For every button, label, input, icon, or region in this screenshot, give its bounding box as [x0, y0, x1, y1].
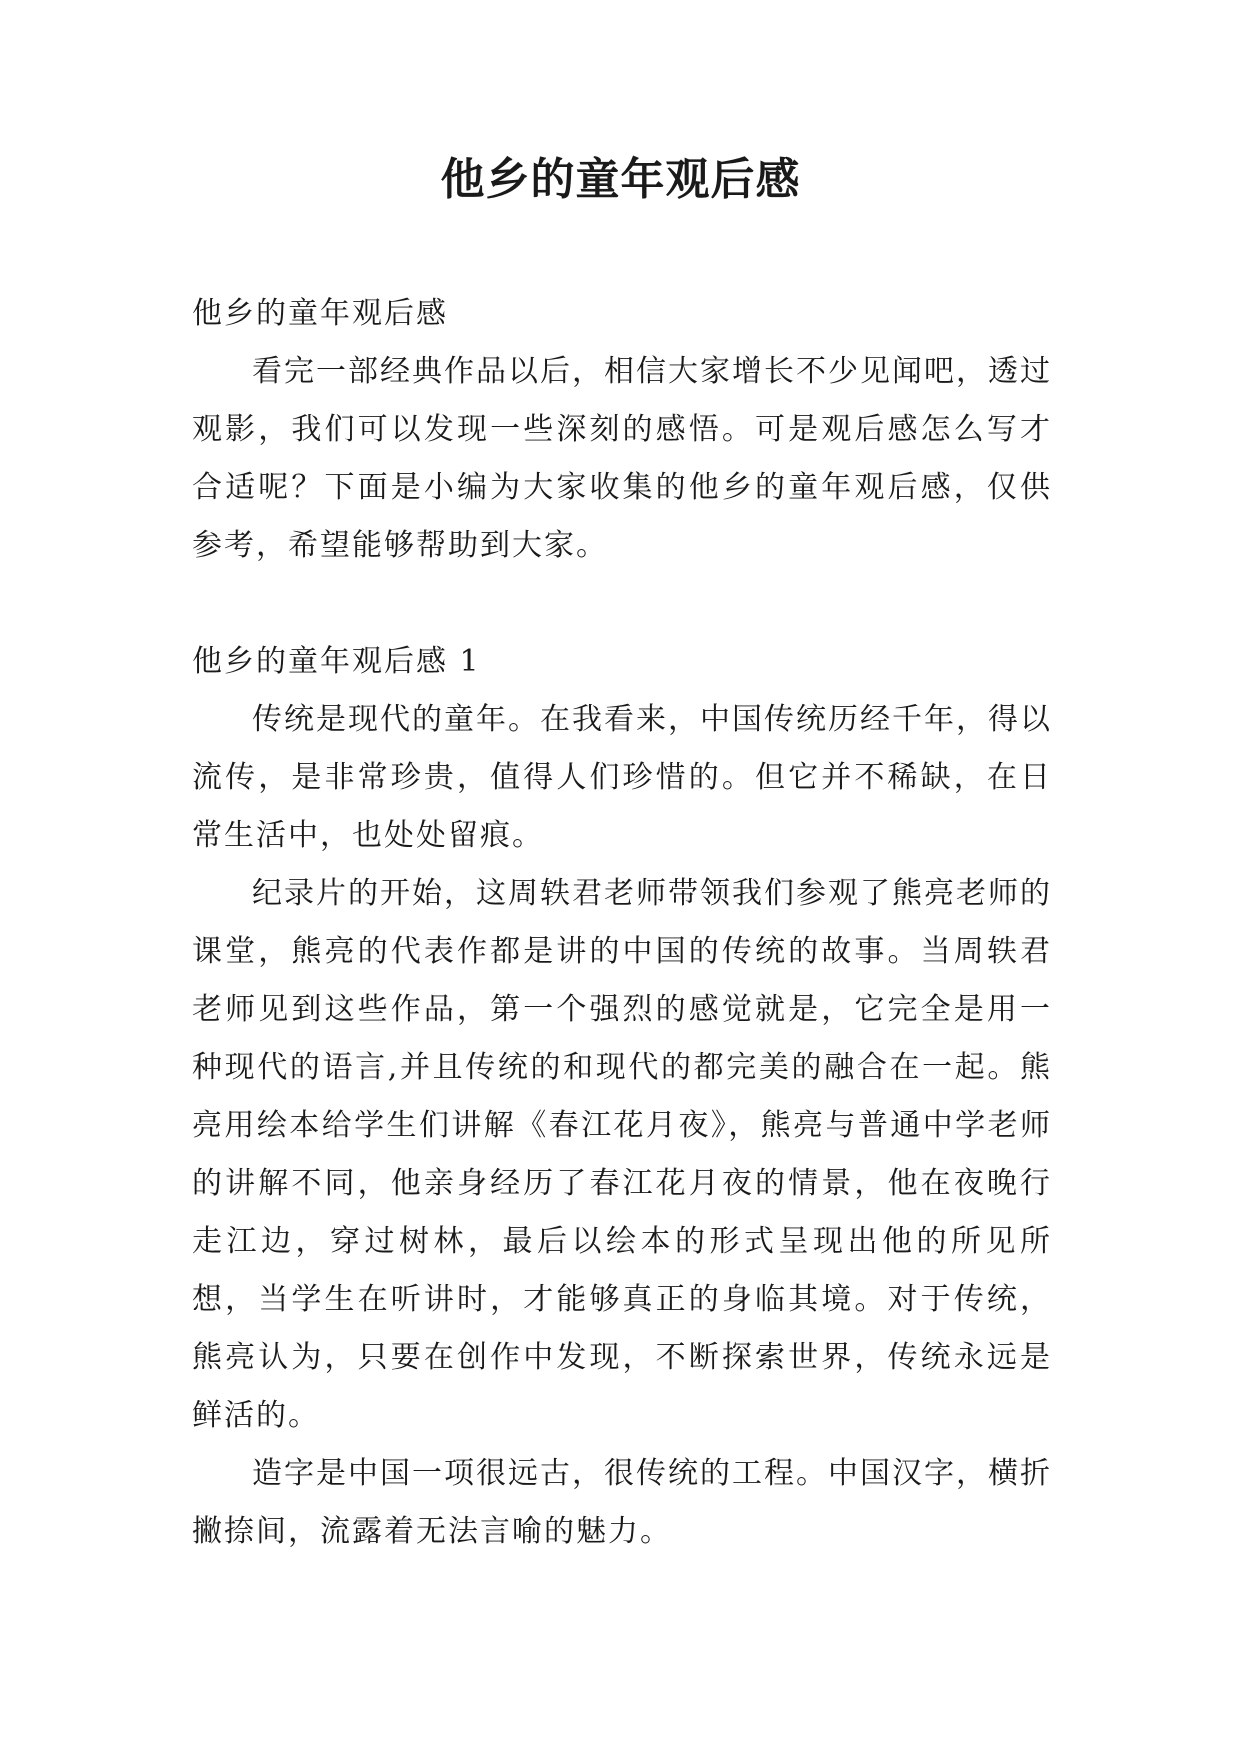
section-spacer [192, 575, 1052, 633]
section-1-heading: 他乡的童年观后感 1 [192, 644, 481, 679]
document-title: 他乡的童年观后感 [440, 154, 801, 205]
intro-heading: 他乡的童年观后感 [192, 296, 448, 331]
section-1-paragraph: 造字是中国一项很远古，很传统的工程。中国汉字，横折撇捺间，流露着无法言喻的魅力。 [192, 1456, 1052, 1549]
section-1-paragraph: 纪录片的开始，这周轶君老师带领我们参观了熊亮老师的课堂，熊亮的代表作都是讲的中国的传统的故事。当周轶君老师见到这些作品，第一个强烈的感觉就是，它完全是用一种现代的语言,并且传统的和现代的都完美的融合在一起。熊亮用绘本给学生们讲解《春江花月夜》，熊亮与普通中学老师的讲解不同，他亲身经历了春江花月夜的情景，他在夜晚行走江边，穿过树林，最后以绘本的形式呈现出他的所见所想，当学生在听讲时，才能够真正的身临其境。对于传统，熊亮认为，只要在创作中发现，不断探索世界，传统永远是鲜活的。 [192, 876, 1052, 1433]
intro-paragraph: 看完一部经典作品以后，相信大家增长不少见闻吧，透过观影，我们可以发现一些深刻的感悟。可是观后感怎么写才合适呢？下面是小编为大家收集的他乡的童年观后感，仅供参考，希望能够帮助到大家。 [192, 354, 1052, 563]
section-1-paragraph: 传统是现代的童年。在我看来，中国传统历经千年，得以流传，是非常珍贵，值得人们珍惜的。但它并不稀缺，在日常生活中，也处处留痕。 [192, 702, 1052, 853]
document-body [192, 285, 1052, 1561]
